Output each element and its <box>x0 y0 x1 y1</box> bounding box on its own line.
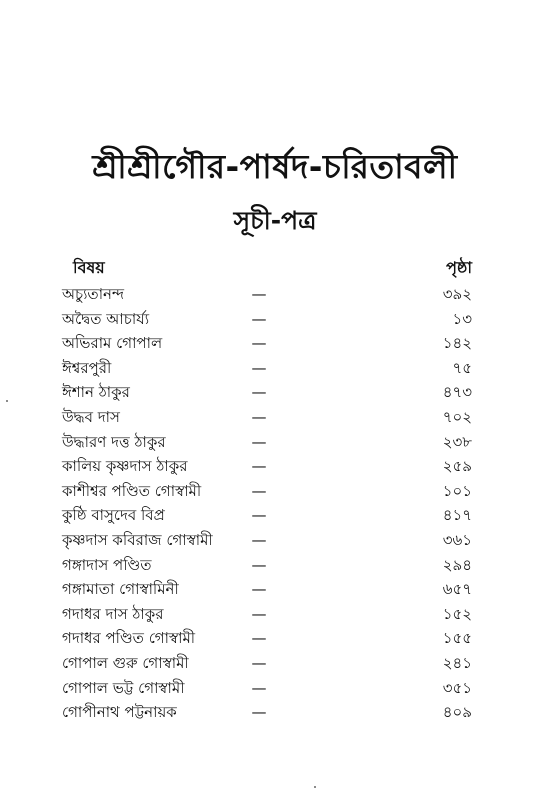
toc-page-number: ৪১৭ <box>442 506 472 525</box>
toc-page-number: ১০১ <box>442 481 472 500</box>
toc-row <box>0 700 550 725</box>
toc-subject: কুষ্ঠি বাসুদেব বিপ্র <box>62 506 165 525</box>
toc-dash: — <box>251 481 267 500</box>
toc-row <box>0 479 550 504</box>
toc-dash: — <box>251 604 267 623</box>
toc-page-number: ২৩৮ <box>442 432 472 451</box>
toc-subject: গদাধর দাস ঠাকুর <box>62 604 164 623</box>
toc-row <box>0 553 550 578</box>
toc-subject: উদ্ধব দাস <box>62 407 120 426</box>
toc-subject: ঈশান ঠাকুর <box>62 383 130 402</box>
toc-row <box>0 282 550 307</box>
book-title: শ্রীশ্রীগৌর-পার্ষদ-চরিতাবলী <box>92 147 458 186</box>
contents-heading: সূচী-পত্র <box>233 206 317 235</box>
toc-subject: গোপীনাথ পট্টনায়ক <box>62 703 177 722</box>
toc-subject: অভিরাম গোপাল <box>62 334 163 353</box>
toc-dash: — <box>251 555 267 574</box>
toc-page-number: ৬৫৭ <box>442 580 472 599</box>
toc-row <box>0 331 550 356</box>
toc-row <box>0 405 550 430</box>
toc-dash: — <box>251 334 267 353</box>
toc-dash: — <box>251 432 267 451</box>
toc-row <box>0 651 550 676</box>
toc-page-number: ৩৬১ <box>442 530 472 549</box>
scan-speck <box>314 786 316 788</box>
toc-row <box>0 307 550 332</box>
toc-row <box>0 626 550 651</box>
toc-row <box>0 356 550 381</box>
toc-row <box>0 602 550 627</box>
toc-subject: অচ্যুতানন্দ <box>62 285 125 303</box>
toc-page-number: ৭৫ <box>452 358 472 377</box>
toc-dash: — <box>251 407 267 426</box>
toc-subject: ঈশ্বরপুরী <box>62 358 112 377</box>
toc-page-number: ১৫৫ <box>442 629 472 648</box>
toc-page-number: ৩৫১ <box>442 678 472 697</box>
toc-page-number: ৪০৯ <box>442 703 472 722</box>
toc-dash: — <box>251 309 267 328</box>
toc-page-number: ৭০২ <box>442 407 472 426</box>
toc-dash: — <box>251 629 267 648</box>
toc-subject: গোপাল ভট্ট গোস্বামী <box>62 678 185 697</box>
toc-page-number: ১৫২ <box>442 604 472 623</box>
toc-dash: — <box>251 506 267 525</box>
toc-dash: — <box>251 703 267 722</box>
toc-page-number: ১৩ <box>452 309 472 328</box>
toc-row <box>0 430 550 455</box>
toc-dash: — <box>251 678 267 697</box>
toc-row <box>0 503 550 528</box>
subject-column-header: বিষয় <box>73 258 105 277</box>
toc-subject: কাশীশ্বর পণ্ডিত গোস্বামী <box>62 481 202 500</box>
toc-dash: — <box>251 285 267 303</box>
toc-subject: গঙ্গাদাস পণ্ডিত <box>62 555 152 574</box>
toc-page-number: ২৪১ <box>442 653 472 672</box>
toc-subject: অদ্বৈত আচার্য্য <box>62 309 150 328</box>
toc-subject: কৃষ্ণদাস কবিরাজ গোস্বামী <box>62 530 213 549</box>
toc-dash: — <box>251 530 267 549</box>
toc-subject: উদ্ধারণ দত্ত ঠাকুর <box>62 432 166 451</box>
toc-row <box>0 676 550 701</box>
toc-subject: গঙ্গামাতা গোস্বামিনী <box>62 580 179 599</box>
toc-subject: গদাধর পণ্ডিত গোস্বামী <box>62 629 196 648</box>
page-column-header: পৃষ্ঠা <box>446 258 472 277</box>
table-of-contents <box>0 282 550 725</box>
toc-row <box>0 528 550 553</box>
toc-dash: — <box>251 653 267 672</box>
toc-page-number: ৩৯২ <box>442 285 472 303</box>
scan-speck <box>6 400 8 402</box>
toc-subject: কালিয় কৃষ্ণদাস ঠাকুর <box>62 457 188 476</box>
toc-dash: — <box>251 358 267 377</box>
toc-row <box>0 577 550 602</box>
toc-subject: গোপাল গুরু গোস্বামী <box>62 653 189 672</box>
toc-row <box>0 380 550 405</box>
toc-dash: — <box>251 457 267 476</box>
toc-page-number: ১৪২ <box>442 334 472 353</box>
toc-dash: — <box>251 383 267 402</box>
toc-page-number: ৪৭৩ <box>442 383 472 402</box>
toc-page-number: ২৫৯ <box>442 457 472 476</box>
toc-page-number: ২৯৪ <box>442 555 472 574</box>
toc-row <box>0 454 550 479</box>
toc-dash: — <box>251 580 267 599</box>
